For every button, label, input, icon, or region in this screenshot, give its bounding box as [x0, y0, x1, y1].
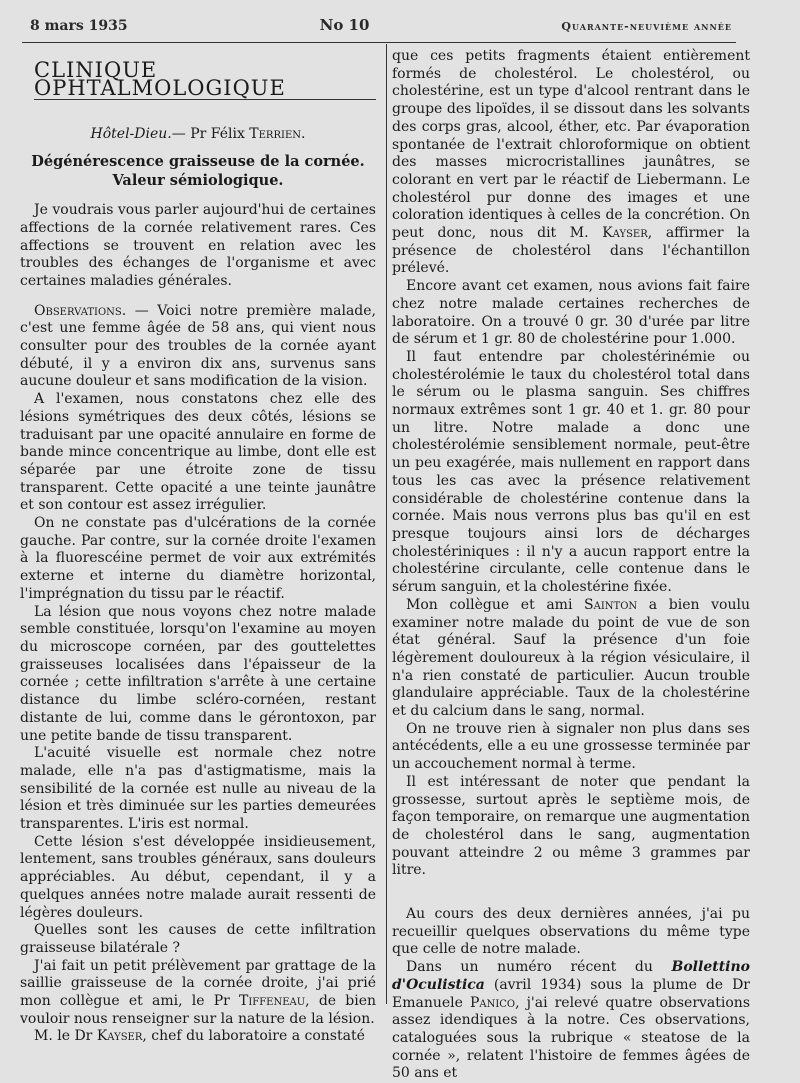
paragraph-text: , de bien vouloir nous renseigner sur la nature de la lésion. — [20, 993, 376, 1027]
left-column — [20, 48, 376, 1046]
paragraph-text: a bien voulu examiner notre malade du point de vue de son état général. Sauf la présence d'un foie légèrement douloureux à la région vésiculaire, il n'a rien constaté de particulier. Aucun trouble glandulaire appréciable. Taux de la cholestérine et du calcium dans le sang, normal. — [392, 596, 750, 720]
paragraph: Cette lésion s'est développée insidieusement, lentement, sans troubles généraux, sans douleurs appréciables. Au début, cependant, il y a quelques années notre malade aurait ressenti de légères douleurs. — [20, 833, 376, 921]
journal-name: Bollettino d'Oculistica — [392, 959, 750, 993]
paragraph-text: M. le Dr — [34, 1028, 97, 1045]
paragraph-text: — Voici notre première malade, c'est une femme âgée de 58 ans, qui vient nous consulter pour des troubles de la cornée ayant débuté, il y a environ dix ans, survenus sans aucune douleur et sans modification de la vision. — [20, 302, 376, 390]
paragraph: Je voudrais vous parler aujourd'hui de certaines affections de la cornée relativement rares. Ces affections se trouvent en relation avec les troubles des échanges de l'organisme et avec certaines maladies générales. — [20, 202, 376, 289]
paragraph: Au cours des deux dernières années, j'ai pu recueillir quelques observations du même type que celle de notre malade. — [392, 906, 750, 958]
paragraph-text: , affirmer la présence de cholestérol dans l'échantillon prélevé. — [392, 225, 750, 277]
paragraph-text: que ces petits fragments étaient entièrement formés de cholestérol. Le cholestérol, ou cholestérine, est un type d'alcool rentrant dans le groupe des lipoïdes, il se dissout dans les solvants des corps gras, alcool, éther, etc. Par évaporation spontanée de l'extrait chloroformique on obtient des masses microcristallines jaunâtres, se colorant en vert par le réactif de Liebermann. Le cholestérol pur donne des images et une coloration identiques à celles de la concrétion. On peut donc, nous dit M. — [392, 48, 750, 242]
right-column — [392, 48, 750, 1083]
paragraph: La lésion que nous voyons chez notre malade semble constituée, lorsqu'on l'examine au moyen du microscope cornéen, par des gouttelettes graisseuses localisées dans l'épaisseur de la cornée ; cette infiltration s'arrête à une certaine distance du limbe scléro-cornéen, restant distante de lui, comme dans le gérontoxon, par une petite bande de tissu transparent. — [20, 603, 376, 744]
paragraph — [392, 959, 750, 1083]
article-title — [20, 152, 376, 190]
hospital-name: Hôtel-Dieu. — [90, 126, 172, 143]
paragraph — [392, 597, 750, 721]
person-name: Kayser — [602, 225, 648, 242]
column-divider — [386, 44, 387, 1004]
person-name: Panico — [469, 994, 516, 1011]
section-title: CLINIQUE OPHTALMOLOGIQUE — [34, 62, 376, 100]
article-title-line1: Dégénérescence graisseuse de la cornée. — [31, 153, 365, 171]
paragraph-text: Dans un numéro récent du — [406, 959, 672, 976]
paragraph-text: Mon collègue et ami — [406, 596, 585, 613]
paragraph: Encore avant cet examen, nous avions fait faire chez notre malade certaines recherches de laboratoire. On a trouvé 0 gr. 30 d'urée par litre de sérum et 1 gr. 80 de cholestérine pour 1.000. — [392, 278, 750, 348]
header-rule — [22, 42, 736, 43]
person-name: Tiffeneau — [239, 993, 306, 1010]
paragraph — [20, 1028, 376, 1046]
paragraph: A l'examen, nous constatons chez elle des lésions symétriques des deux côtés, lésions se traduisant par une opacité annulaire en forme de bande mince concentrique au limbe, dont elle est séparée par une étroite zone de tissu transparent. Cette opacité a une teinte jaunâtre et son contour est assez irrégulier. — [20, 391, 376, 514]
paragraph: On ne constate pas d'ulcérations de la cornée gauche. Par contre, sur la cornée droite l'examen à la fluorescéine permet de voir aux extrémités externe et interne du diamètre horizontal, l'imprégnation du tissu par le réactif. — [20, 515, 376, 602]
paragraph — [20, 958, 376, 1029]
paragraph: Il faut entendre par cholestérinémie ou cholestérolémie le taux du cholestérol total dans le sérum ou le plasma sanguin. Ses chiffres normaux extrêmes sont 1 gr. 40 et 1. gr. 80 pour un litre. Notre malade a donc une cholestérolémie sensiblement normale, peut-être un peu exagérée, mais nullement en rapport dans tous les cas avec la présence relativement considérable de cholestérine contenue dans la cornée. Mais nous verrons plus bas qu'il en est presque toujours ainsi lors de décharges cholestériniques : il n'y a aucun rapport entre la cholestérine circulante, celle contenue dans le sérum sanguin, et la cholestérine fixée. — [392, 348, 750, 596]
paragraph — [20, 303, 376, 392]
paragraph: Il est intéressant de noter que pendant la grossesse, surtout après le septième mois, de façon temporaire, on remarque une augmentation de cholestérol dans le sang, augmentation pouvant atteindre 2 ou même 3 grammes par litre. — [392, 773, 750, 879]
paragraph — [392, 48, 750, 278]
header-issue-number: No 10 — [319, 16, 370, 34]
author-name: Terrien. — [249, 126, 306, 143]
paragraph-text: (avril 1934) sous la plume de Dr Emanuele — [392, 976, 750, 1011]
paragraph: On ne trouve rien à signaler non plus dans ses antécédents, elle a eu une grossesse terminée par un accouchement normal à terme. — [392, 720, 750, 773]
paragraph: L'acuité visuelle est normale chez notre malade, elle n'a pas d'astigmatisme, mais la sensibilité de la cornée est nulle au niveau de la lésion et très diminuée sur les parties demeurées transparentes. L'iris est normal. — [20, 745, 376, 833]
paragraph-text: J'ai fait un petit prélèvement par grattage de la saillie graisseuse de la cornée droite, j'ai prié mon collègue et ami, le Pr — [20, 957, 376, 1010]
header-year: Quarante-neuvième année — [561, 20, 732, 33]
header-date: 8 mars 1935 — [30, 18, 128, 34]
article-title-line2: Valeur sémiologique. — [112, 172, 284, 190]
observations-heading: Observations. — [34, 302, 127, 319]
paragraph-text: , chef du laboratoire a constaté — [142, 1028, 365, 1045]
running-header — [30, 16, 732, 38]
person-name: Kayser — [96, 1028, 143, 1045]
paragraph-text: , j'ai relevé quatre observations assez idendiques à la notre. Ces observations, cataloguées sous la rubrique « steatose de la cornée », relatent l'histoire de femmes âgées de 50 ans et — [392, 994, 750, 1082]
byline-dash: — Pr Félix — [171, 126, 250, 143]
paragraph: Quelles sont les causes de cette infiltration graisseuse bilatérale ? — [20, 922, 376, 956]
byline — [20, 126, 376, 144]
person-name: Sainton — [584, 596, 638, 613]
